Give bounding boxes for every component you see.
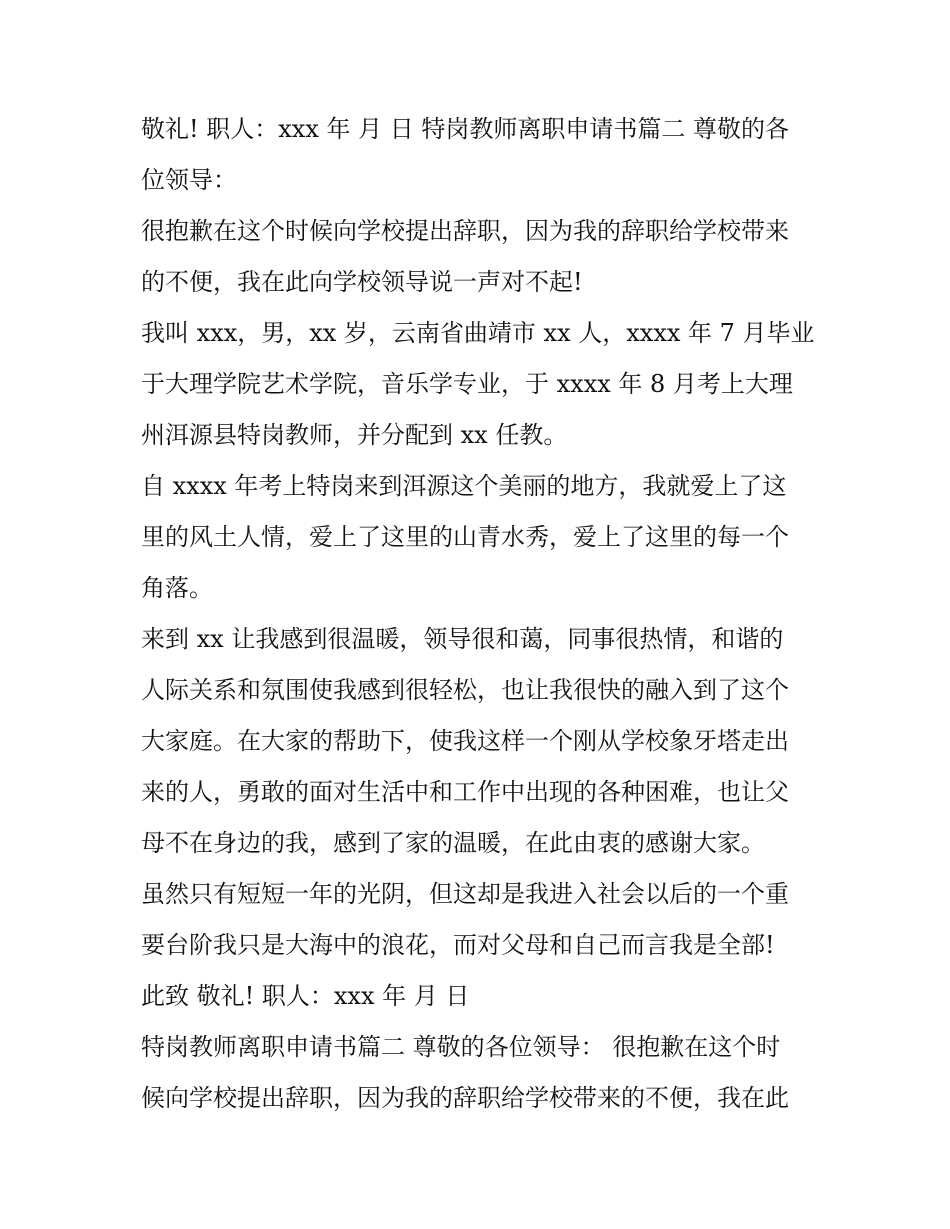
text-line: 母不在身边的我，感到了家的温暖，在此由衷的感谢大家。	[141, 829, 765, 857]
text-line: 候向学校提出辞职，因为我的辞职给学校带来的不便，我在此	[141, 1084, 789, 1112]
text-line: 大家庭。在大家的帮助下，使我这样一个刚从学校象牙塔走出	[141, 727, 789, 755]
text-line: 敬礼! 职人：xxx 年 月 日 特岗教师离职申请书篇二 尊敬的各	[141, 115, 790, 143]
text-line: 角落。	[141, 574, 213, 602]
text-line: 很抱歉在这个时候向学校提出辞职，因为我的辞职给学校带来	[141, 217, 789, 245]
text-line: 的不便，我在此向学校领导说一声对不起!	[141, 268, 583, 296]
text-line: 特岗教师离职申请书篇二 尊敬的各位领导： 很抱歉在这个时	[141, 1033, 781, 1061]
text-line: 位领导：	[141, 166, 237, 194]
text-line: 要台阶我只是大海中的浪花，而对父母和自己而言我是全部!	[141, 931, 775, 959]
text-line: 来到 xx 让我感到很温暖，领导很和蔼，同事很热情，和谐的	[141, 625, 784, 653]
text-line: 此致 敬礼! 职人：xxx 年 月 日	[141, 982, 470, 1010]
text-line: 州洱源县特岗教师，并分配到 xx 任教。	[141, 421, 568, 449]
text-line: 里的风土人情，爱上了这里的山青水秀，爱上了这里的每一个	[141, 523, 789, 551]
text-line: 来的人，勇敢的面对生活中和工作中出现的各种困难，也让父	[141, 778, 789, 806]
text-line: 我叫 xxx，男，xx 岁，云南省曲靖市 xx 人，xxxx 年 7 月毕业	[141, 319, 815, 347]
text-line: 于大理学院艺术学院，音乐学专业，于 xxxx 年 8 月考上大理	[141, 370, 793, 398]
text-line: 人际关系和氛围使我感到很轻松，也让我很快的融入到了这个	[141, 676, 789, 704]
text-line: 自 xxxx 年考上特岗来到洱源这个美丽的地方，我就爱上了这	[141, 472, 787, 500]
text-line: 虽然只有短短一年的光阴，但这却是我进入社会以后的一个重	[141, 880, 789, 908]
document-body	[141, 104, 821, 1124]
